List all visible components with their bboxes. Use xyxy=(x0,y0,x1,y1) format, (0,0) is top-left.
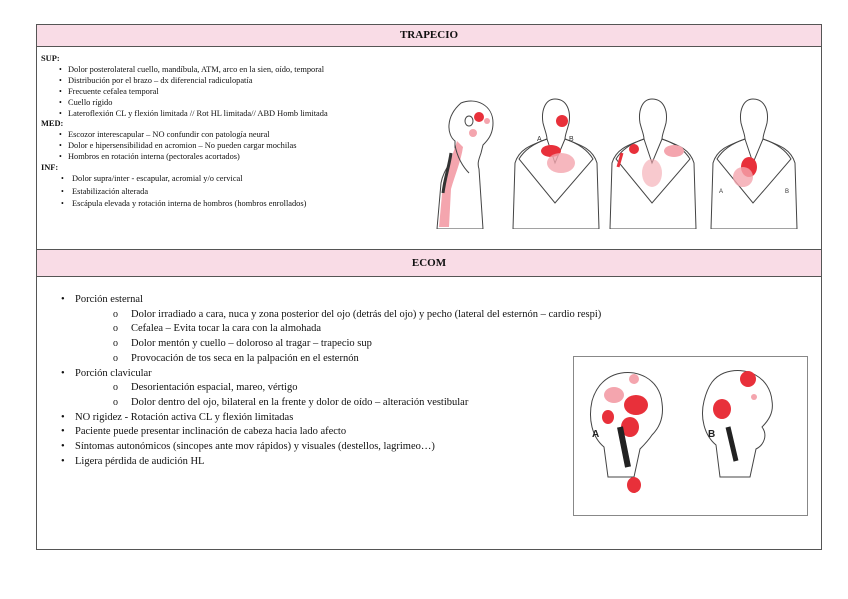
ecom-figure-label-b: B xyxy=(708,429,716,440)
sup-label: SUP: xyxy=(41,54,60,63)
trapecio-section xyxy=(37,47,821,249)
list-item: • Ligera pérdida de audición HL xyxy=(59,455,709,470)
figure-label-a: A xyxy=(719,189,724,195)
figure-label-a: A xyxy=(537,136,542,143)
sub-list-item: o Dolor irradiado a cara, nuca y zona posterior del ojo (detrás del ojo) y pecho (lateral del esternón – cardio respi) xyxy=(75,308,709,323)
sub-list-item: o Dolor mentón y cuello – doloroso al tragar – trapecio sup xyxy=(75,337,709,352)
list-item: • Dolor supra/inter - escapular, acromial y/o cervical xyxy=(41,174,421,185)
trapecio-back-illustration-1 xyxy=(507,93,604,229)
sub-list-item: o Provocación de tos seca en la palpación en el esternón xyxy=(75,352,709,367)
trapecio-header xyxy=(37,25,821,47)
sub-list-item: o Dolor dentro del ojo, bilateral en la frente y dolor de oído – alteración vestibular xyxy=(75,396,709,411)
list-item: • Hombros en rotación interna (pectorales acortados) xyxy=(41,152,421,163)
document-page xyxy=(36,24,822,550)
trapecio-profile-illustration xyxy=(421,93,507,229)
list-item: • Síntomas autonómicos (sincopes ante mov rápidos) y visuales (destellos, lagrimeo…) xyxy=(59,440,709,455)
trapecio-title: TRAPECIO xyxy=(399,29,459,41)
list-item: • Lateroflexión CL y flexión limitada // Rot HL limitada// ABD Homb limitada xyxy=(41,109,421,120)
list-item: • Escozor interescapular – NO confundir con patología neural xyxy=(41,130,421,141)
list-item-text: Porción clavicular xyxy=(75,367,152,379)
inf-label: INF: xyxy=(41,163,59,173)
figure-label-b: B xyxy=(569,136,574,143)
list-item: • Estabilización alterada xyxy=(41,187,421,198)
med-label: MED: xyxy=(41,119,64,129)
sub-list-item: o Desorientación espacial, mareo, vértigo xyxy=(75,381,709,396)
list-item: • Escápula elevada y rotación interna de hombros (hombros enrollados) xyxy=(41,199,421,210)
list-item: • Frecuente cefalea temporal xyxy=(41,87,421,98)
list-item: • Paciente puede presentar inclinación de cabeza hacia lado afecto xyxy=(59,425,709,440)
ecom-figure xyxy=(573,356,808,516)
trapecio-figure-back-2 xyxy=(604,93,701,229)
list-item: • Dolor e hipersensibilidad en acromion – No pueden cargar mochilas xyxy=(41,141,421,152)
sub-list-item: o Cefalea – Evita tocar la cara con la almohada xyxy=(75,322,709,337)
list-item: • NO rigidez - Rotación activa CL y flexión limitadas xyxy=(59,411,709,426)
list-item: • Cuello rígido xyxy=(41,98,421,109)
list-item-text: Porción esternal xyxy=(75,294,143,305)
trapecio-figure-back-1 xyxy=(507,93,604,229)
list-item: • Distribución por el brazo – dx diferencial radiculopatía xyxy=(41,76,421,87)
trapecio-figure-profile xyxy=(421,93,507,229)
trapecio-back-illustration-2 xyxy=(604,93,701,229)
ecom-illustration xyxy=(574,357,807,515)
med-list xyxy=(41,130,421,163)
trapecio-figure-back-3 xyxy=(701,93,807,229)
inf-list xyxy=(41,174,421,210)
trapecio-back-illustration-3 xyxy=(701,93,807,229)
ecom-header xyxy=(37,249,821,277)
trapecio-text xyxy=(41,54,421,212)
list-item: • Dolor posterolateral cuello, mandíbula, ATM, arco en la sien, oído, temporal xyxy=(41,65,421,76)
ecom-section xyxy=(37,277,821,549)
ecom-title: ECOM xyxy=(411,257,447,269)
ecom-figure-label-a: A xyxy=(592,429,600,440)
sup-list xyxy=(41,65,421,120)
figure-label-b: B xyxy=(785,189,790,195)
